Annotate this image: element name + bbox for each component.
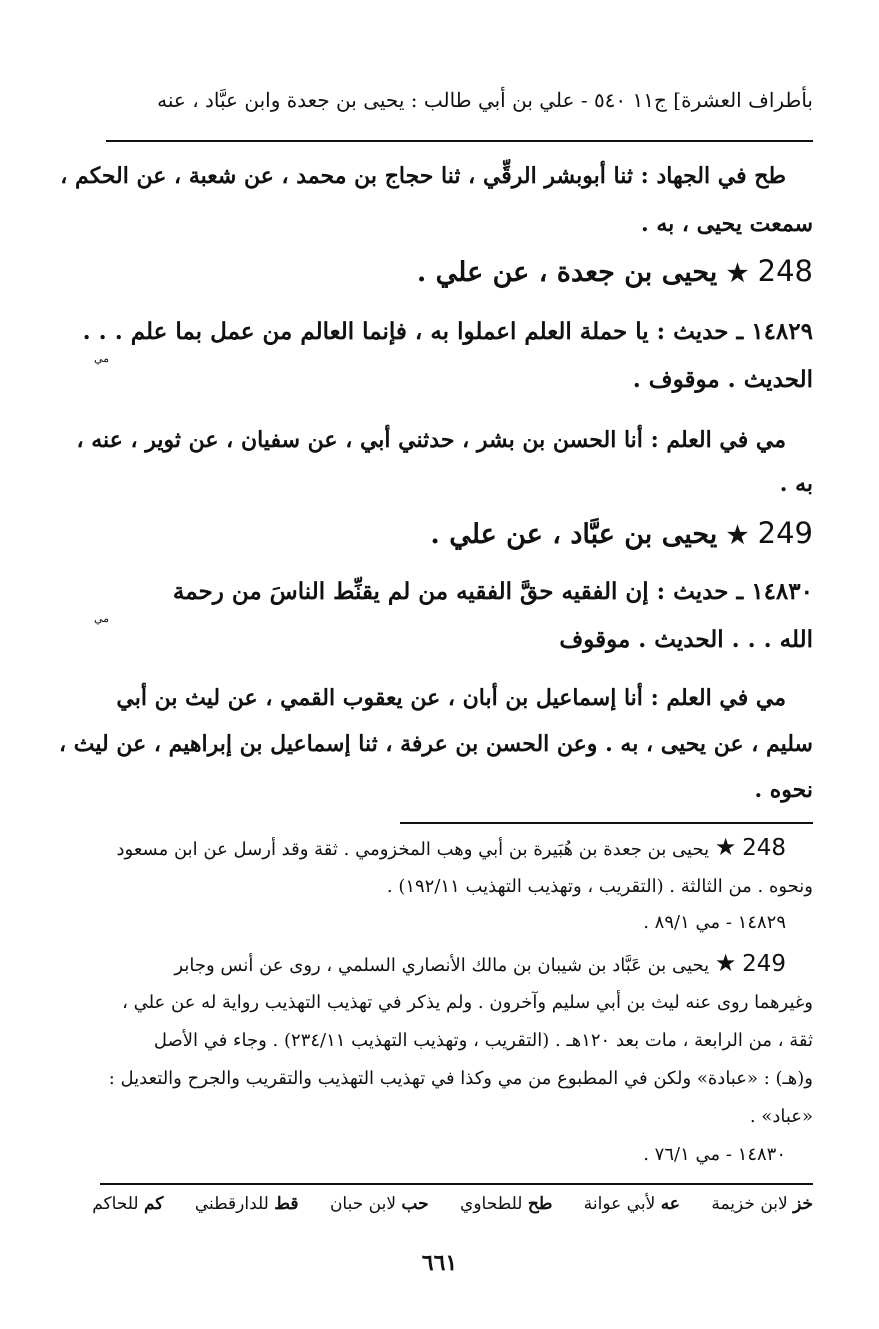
entry-title: يحيى بن جعدة ، عن علي .	[416, 257, 718, 288]
source-14829-line-2: به .	[779, 471, 813, 497]
abbreviation-name: لأبي عوانة	[583, 1194, 656, 1214]
abbreviation-item	[584, 1194, 680, 1214]
star-icon: ★	[714, 949, 737, 977]
star-icon: ★	[726, 520, 749, 549]
abbreviation-code: خز	[793, 1194, 813, 1214]
footnote-number: 248	[742, 835, 786, 861]
abbreviation-name: للدارقطني	[194, 1194, 269, 1214]
star-icon: ★	[726, 258, 749, 287]
source-14829-line-1: مي في العلم : أنا الحسن بن بشر ، حدثني أبي ، عن سفيان ، عن ثوير ، عنه ،	[76, 427, 786, 453]
hadith-14830-line-2: الله . . . الحديث . موقوف	[559, 626, 813, 653]
abbreviation-code: قط	[274, 1194, 299, 1214]
footnote-text: يحيى بن عَبَّاد بن شيبان بن مالك الأنصاري السلمي ، روى عن أنس وجابر	[174, 955, 710, 976]
footnote-249-line-5: «عباد» .	[749, 1106, 813, 1127]
source-tag: مي	[93, 612, 109, 625]
footnote-248-line-1	[117, 832, 786, 865]
star-icon: ★	[714, 833, 737, 861]
intro-line-2: سمعت يحيى ، به .	[641, 211, 813, 237]
abbreviation-name: لابن حبان	[329, 1194, 397, 1214]
footnote-number: 249	[742, 951, 786, 977]
source-14830-line-3: نحوه .	[754, 777, 813, 803]
footnote-text: يحيى بن جعدة بن هُبَيرة بن أبي وهب المخزومي . ثقة وقد أرسل عن ابن مسعود	[116, 839, 710, 860]
entry-number: 249	[757, 516, 813, 550]
footnote-249-line-4: و(هـ) : «عبادة» ولكن في المطبوع من مي وكذا في تهذيب التهذيب والتقريب والجرح والتعديل :	[108, 1068, 813, 1089]
source-tag: مي	[93, 352, 109, 365]
abbreviation-name: للحاكم	[92, 1194, 139, 1214]
abbreviation-code: حب	[401, 1194, 429, 1214]
footnote-249-line-1	[174, 948, 786, 981]
abbreviation-name: للطحاوي	[460, 1194, 523, 1214]
footnote-divider	[400, 822, 813, 824]
abbreviation-code: طح	[527, 1194, 553, 1214]
abbreviation-item	[195, 1194, 299, 1214]
footnote-248-line-2: ونحوه . من الثالثة . (التقريب ، وتهذيب التهذيب ١٩٢/١١) .	[386, 876, 813, 897]
abbreviation-item	[330, 1194, 429, 1214]
source-14830-line-2: سليم ، عن يحيى ، به . وعن الحسن بن عرفة ، ثنا إسماعيل بن إبراهيم ، عن ليث ،	[58, 731, 813, 757]
entry-number: 248	[757, 254, 813, 288]
footnote-ref-14829: ١٤٨٢٩ - مي ٨٩/١ .	[643, 912, 786, 933]
entry-heading-248	[417, 254, 813, 288]
footnote-ref-14830: ١٤٨٣٠ - مي ٧٦/١ .	[643, 1144, 786, 1165]
abbreviation-key	[66, 1194, 813, 1214]
abbreviation-item	[711, 1194, 813, 1214]
abbreviation-item	[92, 1194, 163, 1214]
entry-heading-249	[430, 516, 813, 550]
running-header: بأطراف العشرة] ج١١ ٥٤٠ - علي بن أبي طالب : يحيى بن جعدة وابن عبَّاد ، عنه	[157, 88, 813, 112]
source-14830-line-1: مي في العلم : أنا إسماعيل بن أبان ، عن يعقوب القمي ، عن ليث بن أبي	[116, 685, 786, 711]
hadith-14829-line-1: ١٤٨٢٩ ـ حديث : يا حملة العلم اعملوا به ، فإنما العالم من عمل بما علم . . .	[82, 318, 813, 345]
hadith-14829-line-2: الحديث . موقوف .	[632, 366, 813, 393]
header-divider	[106, 140, 813, 142]
hadith-14830-line-1: ١٤٨٣٠ ـ حديث : إن الفقيه حقَّ الفقيه من لم يقنِّط الناسَ من رحمة	[172, 578, 813, 605]
abbreviation-divider	[100, 1183, 813, 1185]
page-number: ٦٦١	[421, 1250, 458, 1276]
footnote-249-line-3: ثقة ، من الرابعة ، مات بعد ١٢٠هـ . (التقريب ، وتهذيب التهذيب ٢٣٤/١١) . وجاء في الأصل	[153, 1030, 813, 1051]
abbreviation-code: عه	[660, 1194, 680, 1214]
entry-title: يحيى بن عبَّاد ، عن علي .	[430, 519, 718, 550]
intro-line-1: طح في الجهاد : ثنا أبوبشر الرقِّي ، ثنا حجاج بن محمد ، عن شعبة ، عن الحكم ،	[60, 163, 786, 189]
abbreviation-code: كم	[143, 1194, 164, 1214]
abbreviation-item	[460, 1194, 552, 1214]
abbreviation-name: لابن خزيمة	[711, 1194, 788, 1214]
footnote-249-line-2: وغيرهما روى عنه ليث بن أبي سليم وآخرون . ولم يذكر في تهذيب التهذيب رواية له عن علي ،	[122, 992, 813, 1013]
